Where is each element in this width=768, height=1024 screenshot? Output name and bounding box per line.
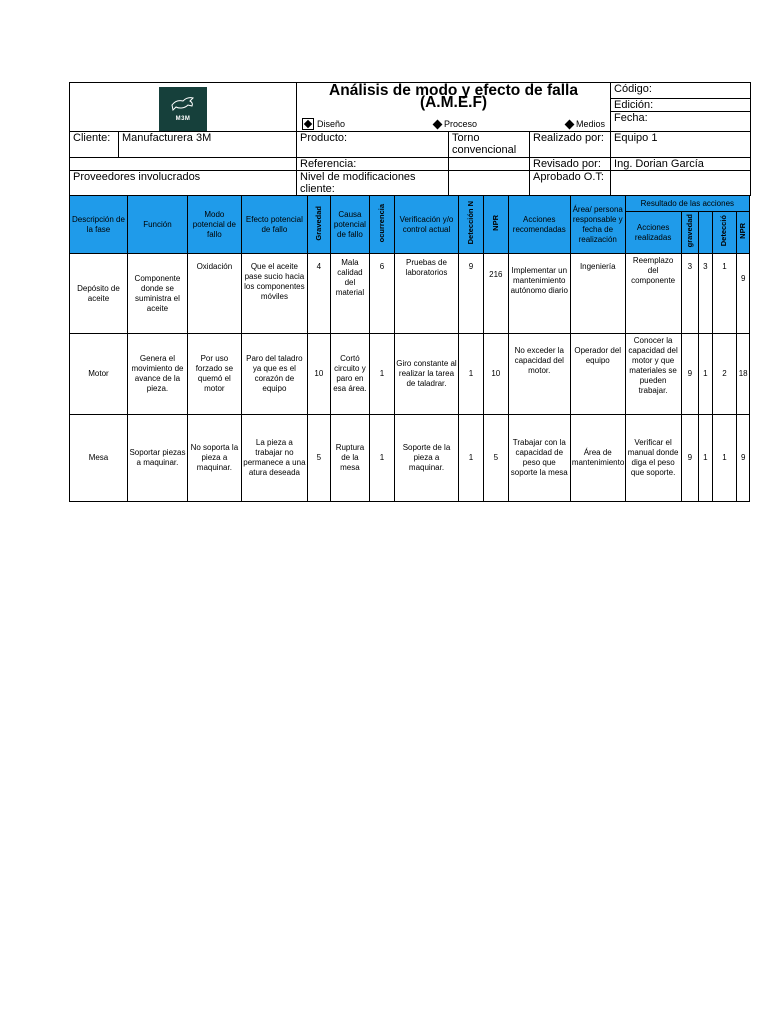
amef-sheet: [69, 82, 750, 502]
company-logo: [159, 87, 207, 131]
cell-causa: Ruptura de la mesa: [330, 415, 369, 502]
cell-r-npr: 9: [737, 254, 750, 334]
realizado-label: Realizado por:: [530, 132, 611, 158]
codigo-cell: Código:: [611, 83, 751, 99]
cliente-label: Cliente:: [70, 132, 119, 158]
checked-diamond-icon: [302, 118, 314, 130]
cell-acciones: Trabajar con la capacidad de peso que soporte la mesa: [508, 415, 570, 502]
cell-r-det: 2: [712, 334, 737, 415]
cell-funcion: Genera el movimiento de avance de la pieza.: [127, 334, 187, 415]
cell-ocurrencia: 1: [370, 334, 395, 415]
cell-verificacion: Pruebas de laboratorios: [394, 254, 458, 334]
cell-causa: Cortó circuito y paro en esa área.: [330, 334, 369, 415]
cell-r-det: 1: [712, 415, 737, 502]
col-gravedad: Gravedad: [308, 196, 331, 254]
col-deteccion: Detección N: [459, 196, 484, 254]
cell-fase: Motor: [70, 334, 128, 415]
col-modo: Modo potencial de fallo: [187, 196, 241, 254]
referencia-value: [449, 158, 530, 171]
aprobado-label: Aprobado O.T:: [530, 171, 611, 196]
cell-area: Operador del equipo: [570, 334, 625, 415]
cell-gravedad: 4: [308, 254, 331, 334]
diamond-icon: [433, 119, 443, 129]
horse-icon: [169, 93, 197, 113]
col-area: Área/ persona responsable y fecha de realización: [570, 196, 625, 254]
cell-area: Área de mantenimiento: [570, 415, 625, 502]
fecha-cell: Fecha:: [611, 112, 751, 132]
option-proceso[interactable]: [434, 118, 477, 130]
col-causa: Causa potencial de fallo: [330, 196, 369, 254]
producto-value: Torno convencional: [449, 132, 530, 158]
cell-r-npr: 9: [737, 415, 750, 502]
cell-acciones: No exceder la capacidad del motor.: [508, 334, 570, 415]
nivel-value: [449, 171, 530, 196]
cell-ocurrencia: 6: [370, 254, 395, 334]
page-title: Análisis de modo y efecto de falla (A.M.E.F): [329, 82, 578, 111]
cell-r-grav: 3: [681, 254, 699, 334]
cell-npr: 10: [483, 334, 508, 415]
col-acciones: Acciones recomendadas: [508, 196, 570, 254]
cell-acciones: Implementar un mantenimiento autónomo diario: [508, 254, 570, 334]
cell-r-grav: 9: [681, 415, 699, 502]
col-ocurrencia: ocurrencia: [370, 196, 395, 254]
col-descripcion: Descripción de la fase: [70, 196, 128, 254]
revisado-label: Revisado por:: [530, 158, 611, 171]
table-row: [70, 415, 750, 502]
cliente-value: Manufacturera 3M: [119, 132, 297, 158]
option-diseno[interactable]: [302, 118, 345, 130]
col-r-deteccion: Detecció: [712, 212, 737, 254]
referencia-label: Referencia:: [297, 158, 449, 171]
cell-ocurrencia: 1: [370, 415, 395, 502]
cell-r-grav: 9: [681, 334, 699, 415]
option-label: Diseño: [317, 119, 346, 129]
cell-npr: 5: [483, 415, 508, 502]
cell-r-ocur: 1: [699, 334, 712, 415]
cell-realizadas: Verificar el manual donde diga el peso que soporte.: [625, 415, 681, 502]
cell-r-npr: 18: [737, 334, 750, 415]
cell-deteccion: 9: [459, 254, 484, 334]
option-medios[interactable]: [566, 118, 605, 130]
cell-r-ocur: 1: [699, 415, 712, 502]
col-acciones-realizadas: Acciones realizadas: [625, 212, 681, 254]
col-npr: NPR: [483, 196, 508, 254]
cell-r-det: 1: [712, 254, 737, 334]
producto-label: Producto:: [297, 132, 449, 158]
nivel-label: Nivel de modificaciones cliente:: [297, 171, 449, 196]
cell-fase: Mesa: [70, 415, 128, 502]
title-cell: [297, 83, 611, 132]
col-funcion: Función: [127, 196, 187, 254]
cell-realizadas: Reemplazo del componente: [625, 254, 681, 334]
cell-funcion: Componente donde se suministra el aceite: [127, 254, 187, 334]
cell-efecto: Que el aceite pase sucio hacia los componentes móviles: [241, 254, 307, 334]
proveedores-label: Proveedores involucrados: [70, 171, 297, 196]
cell-gravedad: 5: [308, 415, 331, 502]
cell-verificacion: Giro constante al realizar la tarea de taladrar.: [394, 334, 458, 415]
diamond-icon: [565, 119, 575, 129]
empty-cell: [70, 158, 297, 171]
col-r-npr: NPR: [737, 212, 750, 254]
cell-gravedad: 10: [308, 334, 331, 415]
cell-funcion: Soportar piezas a maquinar.: [127, 415, 187, 502]
col-verificacion: Verificación y/o control actual: [394, 196, 458, 254]
table-row: [70, 334, 750, 415]
type-options: [300, 118, 607, 130]
cell-verificacion: Soporte de la pieza a maquinar.: [394, 415, 458, 502]
cell-area: Ingeniería: [570, 254, 625, 334]
cell-npr: 216: [483, 254, 508, 334]
cell-r-ocur: 3: [699, 254, 712, 334]
cell-deteccion: 1: [459, 334, 484, 415]
table-row: [70, 254, 750, 334]
edicion-cell: Edición:: [611, 99, 751, 112]
cell-fase: Depósito de aceite: [70, 254, 128, 334]
amef-table: [69, 195, 750, 502]
logo-text: M3M: [175, 116, 191, 122]
col-r-ocurrencia: [699, 212, 712, 254]
cell-efecto: La pieza a trabajar no permanece a una atura deseada: [241, 415, 307, 502]
option-label: Proceso: [444, 119, 478, 129]
cell-realizadas: Conocer la capacidad del motor y que materiales se pueden trabajar.: [625, 334, 681, 415]
cell-causa: Mala calidad del material: [330, 254, 369, 334]
header-table: [69, 82, 751, 196]
cell-modo: Oxidación: [187, 254, 241, 334]
col-resultado: Resultado de las acciones: [625, 196, 749, 212]
option-label: Medios: [576, 119, 606, 129]
logo-cell: [70, 83, 297, 132]
revisado-value: Ing. Dorian García: [611, 158, 751, 171]
col-efecto: Efecto potencial de fallo: [241, 196, 307, 254]
cell-efecto: Paro del taladro ya que es el corazón de equipo: [241, 334, 307, 415]
col-r-gravedad: gravedad: [681, 212, 699, 254]
aprobado-value: [611, 171, 751, 196]
cell-deteccion: 1: [459, 415, 484, 502]
cell-modo: Por uso forzado se quemó el motor: [187, 334, 241, 415]
cell-modo: No soporta la pieza a maquinar.: [187, 415, 241, 502]
realizado-value: Equipo 1: [611, 132, 751, 158]
